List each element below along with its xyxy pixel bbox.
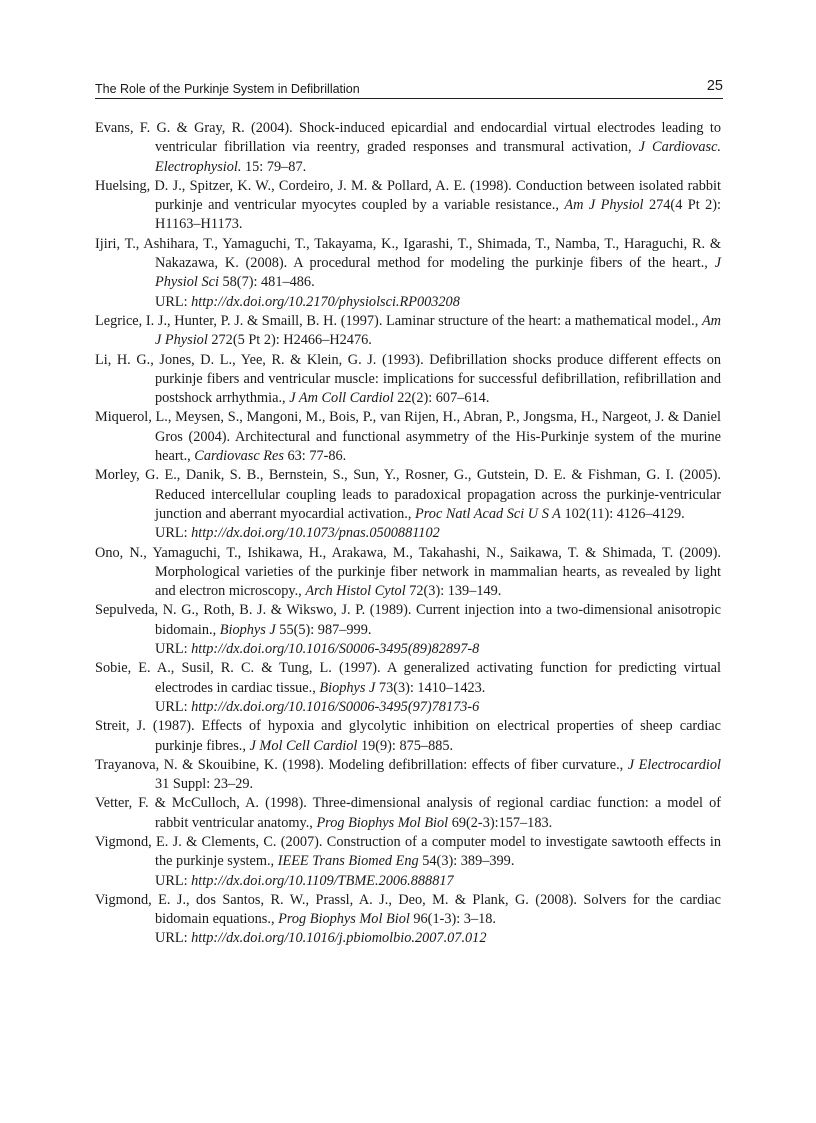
reference-entry [95, 756, 721, 795]
reference-volume-pages: 31 Suppl: 23–29. [155, 776, 254, 793]
reference-text: Vigmond, E. J., dos Santos, R. W., Prassl, A. J., Deo, M. & Plank, G. (2008). Solvers for the cardiac bidomain equations., [95, 891, 721, 928]
reference-text: Morley, G. E., Danik, S. B., Bernstein, S., Sun, Y., Rosner, G., Gutstein, D. E. & Fishman, G. I. (2005). Reduced intercellular coupling leads to paradoxical propagation across the purkinje-ventricular junction and aberrant myocardial activation., [95, 467, 721, 522]
reference-text: Trayanova, N. & Skouibine, K. (1998). Modeling defibrillation: effects of fiber curvature., [95, 756, 628, 773]
reference-url[interactable]: http://dx.doi.org/10.1109/TBME.2006.888817 [191, 872, 454, 889]
url-label: URL: [155, 872, 192, 889]
reference-entry [95, 408, 721, 466]
reference-journal: J Am Coll Cardiol [289, 390, 394, 407]
reference-journal: Am J Physiol [564, 197, 644, 214]
reference-volume-pages: 15: 79–87. [241, 158, 307, 175]
reference-volume-pages: 55(5): 987–999. [275, 621, 372, 638]
reference-volume-pages: 58(7): 481–486. [218, 274, 315, 291]
reference-text: Miquerol, L., Meysen, S., Mangoni, M., Bois, P., van Rijen, H., Abran, P., Jongsma, H., Nargeot, J. & Daniel Gros (2004). Architectural and functional asymmetry of the His-Purkinje system of the murine heart., [95, 409, 721, 465]
reference-volume-pages: 102(11): 4126–4129. [560, 505, 685, 522]
reference-journal: J Physiol Sci [155, 255, 721, 291]
reference-url-line [155, 872, 721, 891]
running-header [95, 79, 723, 99]
reference-journal: Cardiovasc Res [194, 448, 284, 465]
reference-journal: J Cardiovasc. Electrophysiol. [155, 139, 721, 175]
reference-entry [95, 466, 721, 543]
reference-volume-pages: 96(1-3): 3–18. [409, 911, 496, 928]
reference-journal: IEEE Trans Biomed Eng [277, 853, 419, 870]
running-title: The Role of the Purkinje System in Defibrillation [95, 82, 360, 96]
reference-journal: Biophys J [319, 679, 376, 696]
reference-volume-pages: 54(3): 389–399. [418, 853, 515, 870]
reference-url-line [155, 524, 721, 543]
reference-entry [95, 544, 721, 602]
reference-journal: Prog Biophys Mol Biol [278, 911, 410, 928]
reference-entry [95, 351, 721, 409]
reference-entry [95, 601, 721, 659]
reference-list [95, 119, 721, 949]
url-label: URL: [155, 641, 192, 658]
reference-text: Sobie, E. A., Susil, R. C. & Tung, L. (1997). A generalized activating function for predicting virtual electrodes in cardiac tissue., [95, 660, 721, 696]
reference-entry [95, 235, 721, 312]
reference-url-line [155, 640, 721, 659]
reference-entry [95, 794, 721, 833]
page-number: 25 [706, 78, 723, 94]
reference-journal: Am J Physiol [155, 312, 721, 349]
reference-volume-pages: 73(3): 1410–1423. [375, 679, 486, 696]
reference-volume-pages: 69(2-3):157–183. [448, 814, 553, 831]
url-label: URL: [155, 293, 192, 310]
url-label: URL: [155, 525, 192, 542]
reference-url[interactable]: http://dx.doi.org/10.1073/pnas.0500881102 [191, 525, 440, 542]
reference-entry [95, 659, 721, 717]
reference-text: Ijiri, T., Ashihara, T., Yamaguchi, T., Takayama, K., Igarashi, T., Shimada, T., Namba, T., Haraguchi, R. & Nakazawa, K. (2008). A procedural method for modeling the purkinje fibers of the heart., [95, 235, 721, 272]
reference-text: Evans, F. G. & Gray, R. (2004). Shock-induced epicardial and endocardial virtual electrodes leading to ventricular fibrillation via reentry, graded responses and transmural activation, [95, 120, 721, 156]
reference-url[interactable]: http://dx.doi.org/10.1016/S0006-3495(89)82897-8 [191, 641, 480, 658]
reference-url-line [155, 293, 721, 312]
reference-journal: Prog Biophys Mol Biol [316, 814, 449, 831]
reference-url[interactable]: http://dx.doi.org/10.1016/j.pbiomolbio.2007.07.012 [191, 930, 487, 947]
reference-entry [95, 717, 721, 756]
reference-text: Legrice, I. J., Hunter, P. J. & Smaill, B. H. (1997). Laminar structure of the heart: a mathematical model., [95, 312, 702, 329]
reference-journal: J Mol Cell Cardiol [249, 737, 358, 754]
url-label: URL: [155, 930, 192, 947]
reference-url-line [155, 929, 721, 948]
reference-entry [95, 119, 721, 177]
reference-url[interactable]: http://dx.doi.org/10.2170/physiolsci.RP003208 [191, 293, 460, 310]
reference-volume-pages: 274(4 Pt 2): H1163–H1173. [155, 197, 722, 233]
reference-text: Vigmond, E. J. & Clements, C. (2007). Construction of a computer model to investigate sawtooth effects in the purkinje system., [95, 833, 721, 870]
reference-volume-pages: 19(9): 875–885. [357, 737, 454, 754]
reference-text: Vetter, F. & McCulloch, A. (1998). Three-dimensional analysis of regional cardiac function: a model of rabbit ventricular anatomy., [95, 795, 721, 831]
reference-text: Li, H. G., Jones, D. L., Yee, R. & Klein, G. J. (1993). Defibrillation shocks produce different effects on purkinje fibers and ventricular muscle: implications for successful defibrillation, refibrillation and postshock arrhythmia., [95, 351, 721, 407]
reference-url[interactable]: http://dx.doi.org/10.1016/S0006-3495(97)78173-6 [191, 698, 480, 715]
reference-volume-pages: 63: 77-86. [283, 448, 347, 465]
reference-volume-pages: 22(2): 607–614. [393, 390, 490, 407]
reference-text: Ono, N., Yamaguchi, T., Ishikawa, H., Arakawa, M., Takahashi, N., Saikawa, T. & Shimada, T. (2009). Morphological varieties of the purkinje fiber network in mammalian hearts, as revealed by light and electron microscopy., [95, 544, 721, 600]
reference-entry [95, 177, 721, 235]
reference-journal: Arch Histol Cytol [305, 583, 406, 600]
reference-text: Sepulveda, N. G., Roth, B. J. & Wikswo, J. P. (1989). Current injection into a two-dimensional anisotropic bidomain., [95, 602, 721, 638]
reference-text: Huelsing, D. J., Spitzer, K. W., Cordeiro, J. M. & Pollard, A. E. (1998). Conduction between isolated rabbit purkinje and ventricular myocytes coupled by a variable resistance., [95, 177, 721, 214]
url-label: URL: [155, 698, 192, 715]
reference-entry [95, 312, 721, 351]
reference-volume-pages: 72(3): 139–149. [405, 583, 502, 600]
reference-text: Streit, J. (1987). Effects of hypoxia and glycolytic inhibition on electrical properties of sheep cardiac purkinje fibres., [95, 718, 721, 754]
reference-journal: Biophys J [219, 621, 276, 638]
reference-entry [95, 833, 721, 891]
reference-journal: Proc Natl Acad Sci U S A [415, 505, 561, 522]
reference-url-line [155, 698, 721, 717]
reference-journal: J Electrocardiol [627, 756, 721, 773]
reference-entry [95, 891, 721, 949]
reference-volume-pages: 272(5 Pt 2): H2466–H2476. [207, 332, 372, 349]
